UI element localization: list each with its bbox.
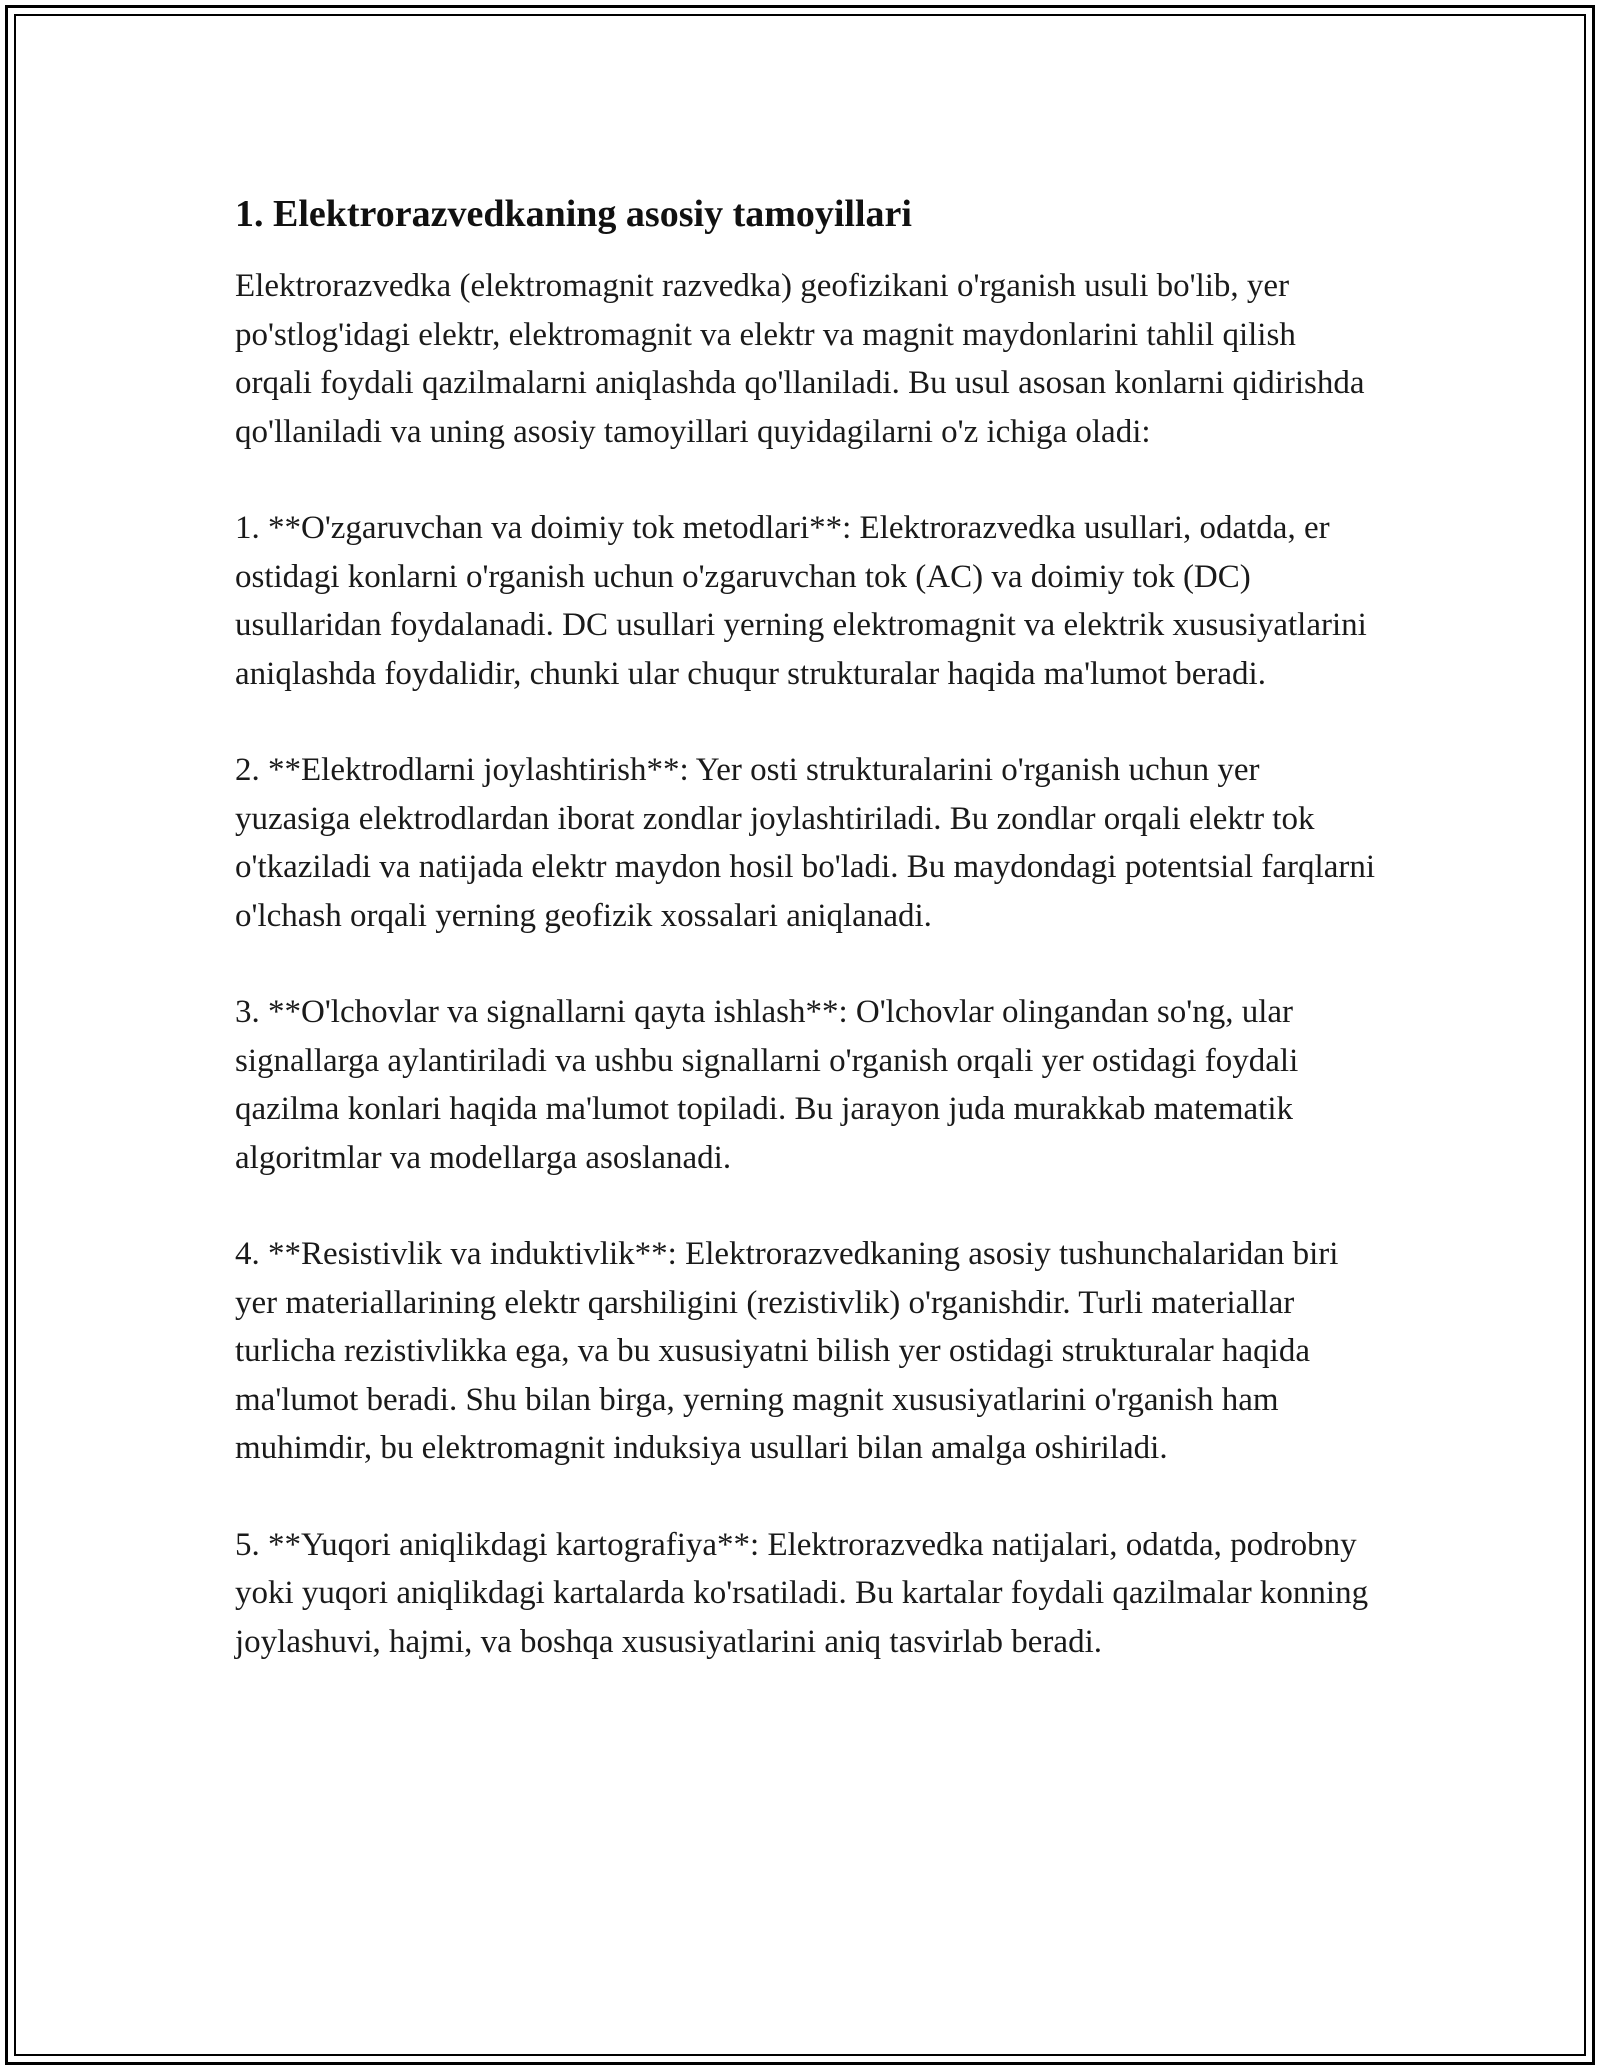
principle-paragraph-3: 3. **O'lchovlar va signallarni qayta ishlash**: O'lchovlar olingandan so'ng, ular signallarga aylantiriladi va ushbu signallarni o'rganish orqali yer ostidagi foydali qazilma konlari haqida ma'lumot topiladi. Bu jarayon juda murakkab matematik algoritmlar va modellarga asoslanadi.: [235, 994, 1299, 1176]
intro-paragraph: Elektrorazvedka (elektromagnit razvedka) geofizikani o'rganish usuli bo'lib, yer po'stlog'idagi elektr, elektromagnit va elektr va magnit maydonlarini tahlil qilish orqali foydali qazilmalarni aniqlashda qo'llaniladi. Bu usul asosan konlarni qidirishda qo'llaniladi va uning asosiy tamoyillari quyidagilarni o'z ichiga oladi:: [235, 268, 1365, 450]
principle-paragraph-2: 2. **Elektrodlarni joylashtirish**: Yer osti strukturalarini o'rganish uchun yer yuzasiga elektrodlardan iborat zondlar joylashtiriladi. Bu zondlar orqali elektr tok o'tkaziladi va natijada elektr maydon hosil bo'ladi. Bu maydondagi potentsial farqlarni o'lchash orqali yerning geofizik xossalari aniqlanadi.: [235, 752, 1375, 934]
principle-paragraph-1: 1. **O'zgaruvchan va doimiy tok metodlari**: Elektrorazvedka usullari, odatda, er ostidagi konlarni o'rganish uchun o'zgaruvchan tok (AC) va doimiy tok (DC) usullaridan foydalanadi. DC usullari yerning elektromagnit va elektrik xususiyatlarini aniqlashda foydalidir, chunki ular chuqur strukturalar haqida ma'lumot beradi.: [235, 510, 1367, 692]
document-body: [235, 190, 1375, 1714]
principle-paragraph-5: 5. **Yuqori aniqlikdagi kartografiya**: Elektrorazvedka natijalari, odatda, podrobny yoki yuqori aniqlikdagi kartalarda ko'rsatiladi. Bu kartalar foydali qazilmalar konning joylashuvi, hajmi, va boshqa xususiyatlarini aniq tasvirlab beradi.: [235, 1526, 1369, 1660]
principle-paragraph-4: 4. **Resistivlik va induktivlik**: Elektrorazvedkaning asosiy tushunchalaridan biri yer materiallarining elektr qarshiligini (rezistivlik) o'rganishdir. Turli materiallar turlicha rezistivlikka ega, va bu xususiyatni bilish yer ostidagi strukturalar haqida ma'lumot beradi. Shu bilan birga, yerning magnit xususiyatlarini o'rganish ham muhimdir, bu elektromagnit induksiya usullari bilan amalga oshiriladi.: [235, 1236, 1339, 1466]
document-title: 1. Elektrorazvedkaning asosiy tamoyillari: [235, 193, 912, 235]
